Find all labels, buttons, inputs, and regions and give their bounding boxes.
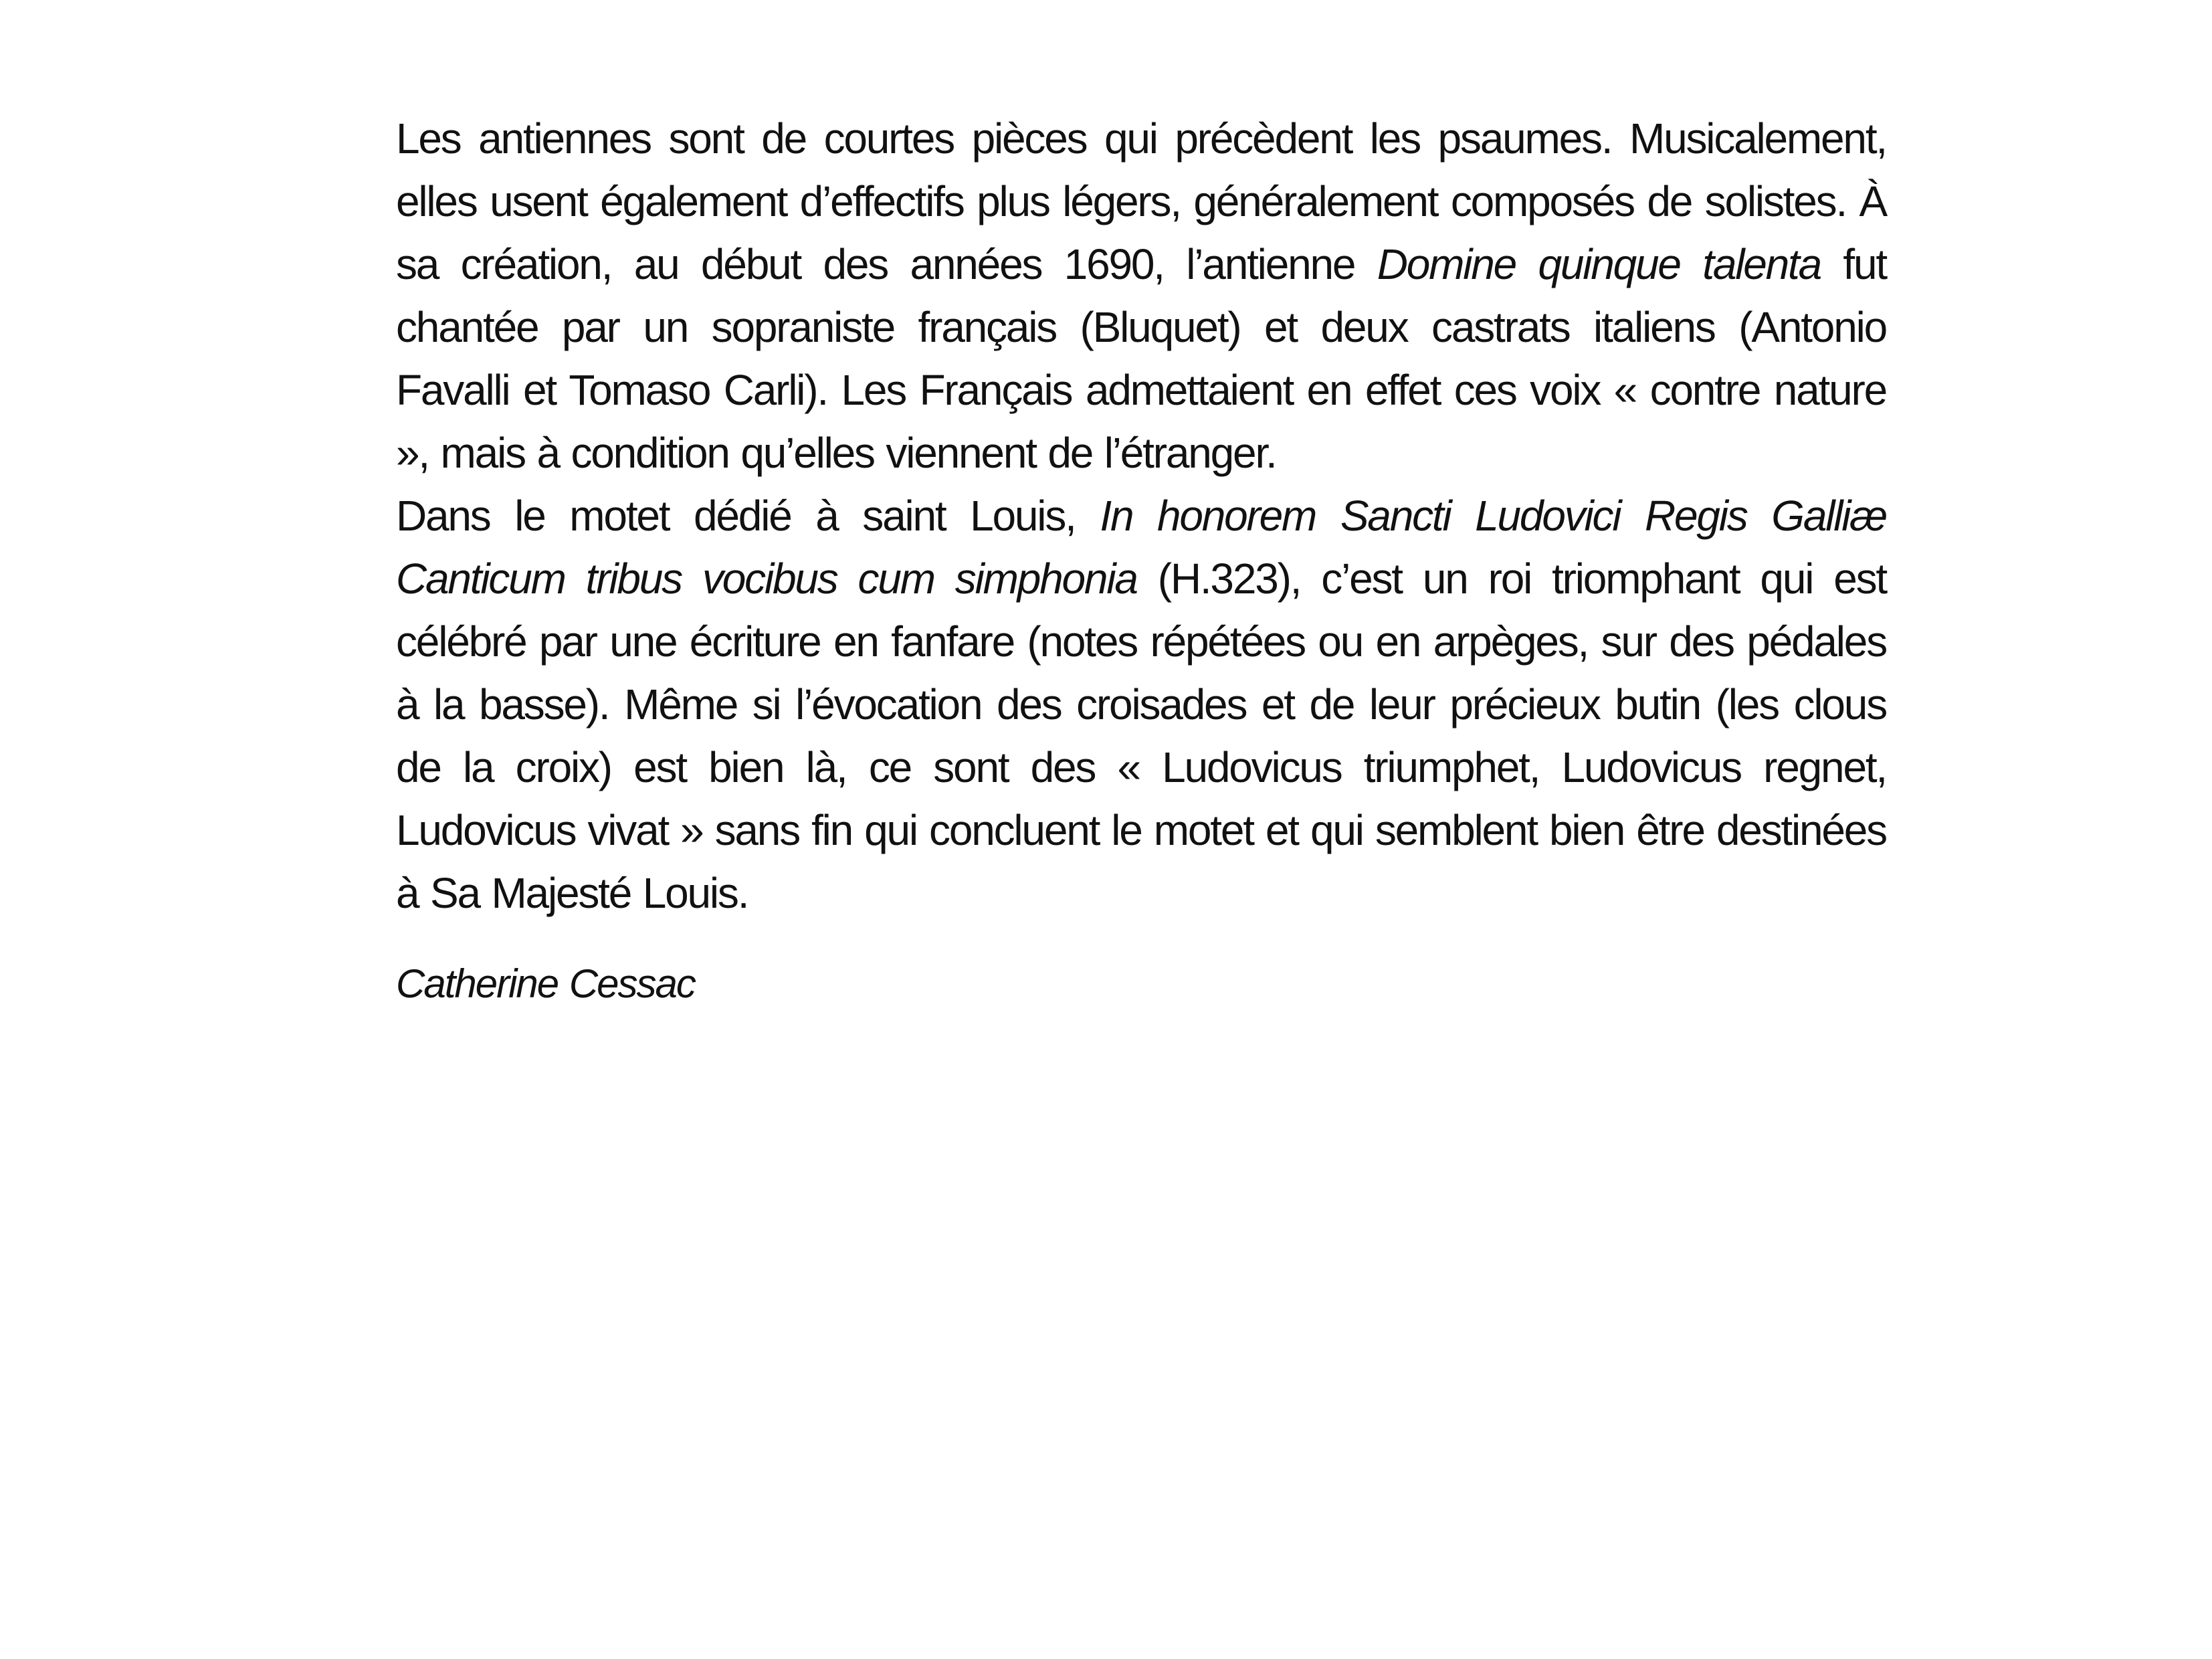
paragraph-text: Dans le motet dédié à saint Louis, [396,492,1100,540]
work-title-in-honorem: In honorem Sancti Ludovici Regis Galliæ Canticum tribus vocibus cum simphonia [396,492,1886,603]
paragraph-saint-louis [396,484,1886,924]
paragraph-text: Les antiennes sont de courtes pièces qui précèdent les psaumes. Musicalement, elles usent également d’effectifs plus légers, généralement composés de solistes. À sa création, au début des années 1690, l’antienne [396,114,1886,288]
paragraph-text: (H.323), c’est un roi triomphant qui est célébré par une écriture en fanfare (notes répétées ou en arpèges, sur des pédales à la basse). Même si l’évocation des croisades et de leur précieux butin (les clous de la croix) est bien là, ce sont des « Ludovicus triumphet, Ludovicus regnet, Ludovicus vivat » sans fin qui concluent le motet et qui semblent bien être destinées à Sa Majesté Louis. [396,555,1886,917]
paragraph-antiennes [396,107,1886,484]
author-signature: Catherine Cessac [396,961,695,1006]
paragraph-text: fut chantée par un sopraniste français (Bluquet) et deux castrats italiens (Antonio Favalli et Tomaso Carli). Les Français admettaient en effet ces voix « contre nature », mais à condition qu’elles viennent de l’étranger. [396,240,1886,477]
work-title-domine-quinque-talenta: Domine quinque talenta [1377,240,1821,288]
article-body [396,107,1886,1015]
